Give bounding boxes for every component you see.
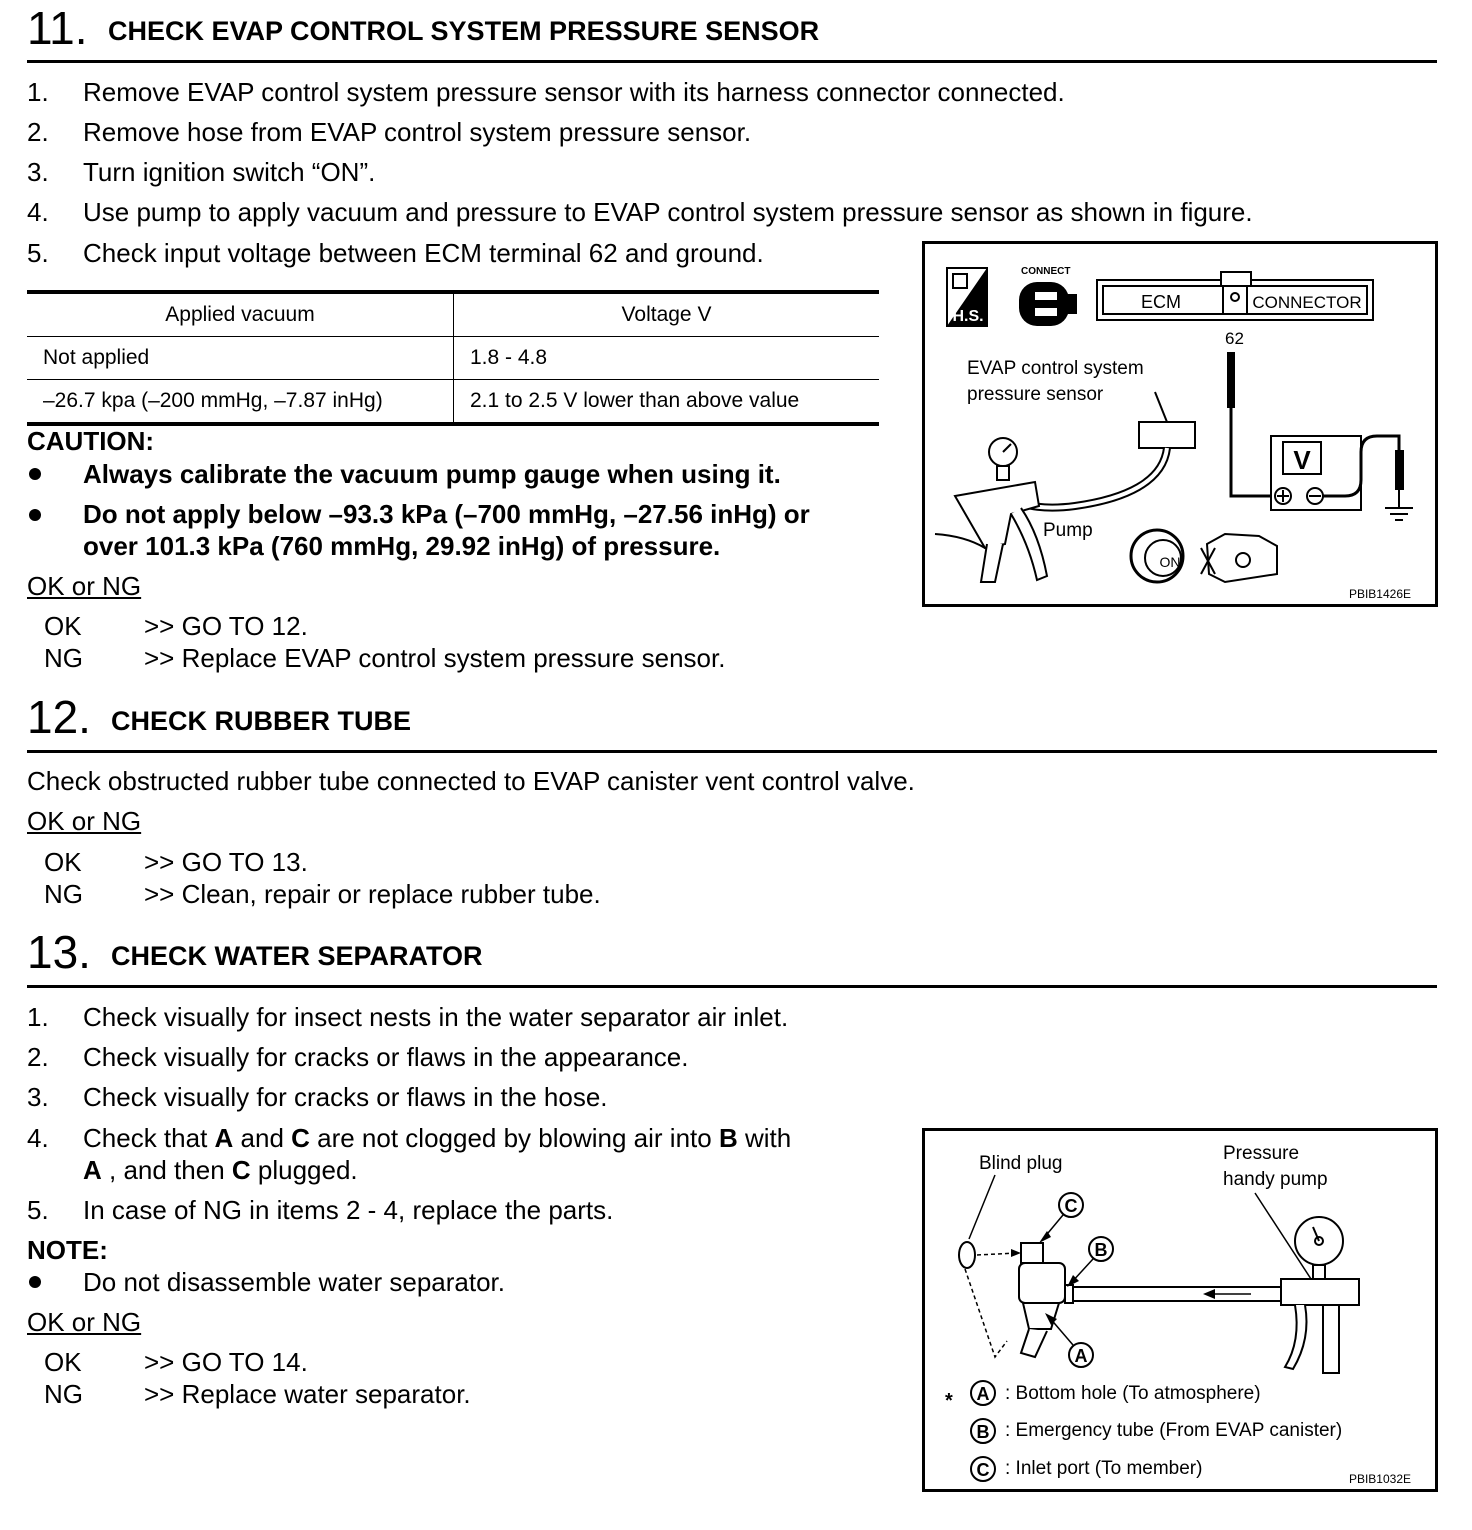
table-header: Applied vacuum — [27, 292, 454, 337]
blind-plug — [959, 1242, 975, 1268]
table-row — [27, 380, 879, 425]
step-12-title: CHECK RUBBER TUBE — [111, 706, 412, 736]
figure-code: PBIB1426E — [1348, 587, 1411, 601]
figure-evap-sensor-test — [922, 241, 1438, 607]
ng-result: NG >> Clean, repair or replace rubber tube. — [44, 879, 601, 909]
voltage-table — [27, 290, 879, 426]
legend-a — [971, 1381, 1261, 1405]
table-cell: 1.8 - 4.8 — [454, 337, 880, 380]
ground-symbol — [1385, 490, 1413, 520]
ecm-label: ECM — [1141, 292, 1181, 312]
callout-a — [1045, 1313, 1093, 1367]
note-label: NOTE: — [27, 1235, 108, 1265]
ok-result: OK >> GO TO 14. — [44, 1347, 308, 1377]
table-header: Voltage V — [454, 292, 880, 337]
connector-icon — [1019, 266, 1077, 326]
connect-label: CONNECT — [1021, 266, 1071, 277]
figure-code: PBIB1032E — [1348, 1472, 1411, 1486]
step-13-title: CHECK WATER SEPARATOR — [111, 941, 483, 971]
ng-result: NG >> Replace water separator. — [44, 1379, 471, 1409]
step-11-rule — [27, 60, 1437, 63]
connector-label: CONNECTOR — [1252, 293, 1362, 312]
note-text: Do not disassemble water separator. — [83, 1267, 505, 1297]
caution-label: CAUTION: — [27, 426, 155, 456]
step-11-title: CHECK EVAP CONTROL SYSTEM PRESSURE SENSOR — [108, 16, 820, 46]
pressure-sensor — [1139, 422, 1195, 448]
caution-1: Always calibrate the vacuum pump gauge when using it. — [83, 459, 781, 489]
pump-label-1: Pressure — [1223, 1143, 1300, 1164]
terminal-62-label: 62 — [1225, 329, 1244, 348]
ignition-on-label: ON — [1159, 554, 1181, 570]
caution-2: Do not apply below –93.3 kPa (–700 mmHg, –27.56 inHg) or — [83, 499, 810, 529]
ok-or-ng-label: OK or NG — [27, 806, 142, 836]
figure-water-separator — [922, 1128, 1438, 1492]
legend-c-text: : Inlet port (To member) — [1005, 1458, 1203, 1479]
callout-c — [1039, 1193, 1083, 1243]
probe — [1227, 352, 1235, 408]
vacuum-pump — [935, 438, 1047, 582]
legend-c — [971, 1457, 1202, 1481]
voltmeter-label: V — [1293, 445, 1311, 475]
s12-text: Check obstructed rubber tube connected to EVAP canister vent control valve. — [27, 766, 915, 796]
legend-b — [971, 1419, 1342, 1443]
label-a: A — [1074, 1346, 1088, 1366]
svg-text:B: B — [976, 1422, 990, 1442]
engine-icon — [1201, 534, 1277, 582]
svg-text:C: C — [976, 1460, 990, 1480]
bullet-dot — [29, 509, 41, 521]
table-cell: 2.1 to 2.5 V lower than above value — [454, 380, 880, 425]
step-12-rule — [27, 750, 1437, 753]
pump-label: Pump — [1043, 520, 1093, 541]
step-13-rule — [27, 985, 1437, 988]
pump-label-2: handy pump — [1223, 1169, 1328, 1190]
voltmeter — [1271, 436, 1361, 510]
ok-or-ng-label: OK or NG — [27, 571, 142, 601]
step-12-number: 12. — [27, 691, 91, 743]
sensor-label-2: pressure sensor — [967, 384, 1104, 405]
legend-b-text: : Emergency tube (From EVAP canister) — [1005, 1420, 1343, 1441]
ecm-connector-box — [1097, 272, 1373, 320]
ng-result: NG >> Replace EVAP control system pressure sensor. — [44, 643, 726, 673]
table-cell: Not applied — [27, 337, 454, 380]
label-b: B — [1094, 1240, 1108, 1260]
ok-or-ng-label: OK or NG — [27, 1307, 142, 1337]
ignition-key-icon — [1131, 530, 1183, 582]
caution-2-cont: over 101.3 kPa (760 mmHg, 29.92 inHg) of pressure. — [83, 531, 721, 561]
hs-label: H.S. — [952, 308, 984, 325]
table-row — [27, 337, 879, 380]
table-header-row — [27, 292, 879, 337]
legend-a-text: : Bottom hole (To atmosphere) — [1005, 1383, 1261, 1404]
blind-plug-label: Blind plug — [979, 1153, 1063, 1174]
step-11-number: 11. — [27, 2, 88, 54]
ok-result: OK >> GO TO 13. — [44, 847, 308, 877]
bullet-dot — [29, 1276, 41, 1288]
bullet-dot — [29, 468, 41, 480]
hs-icon — [947, 268, 987, 326]
sensor-label-1: EVAP control system — [967, 358, 1144, 379]
label-c: C — [1064, 1196, 1078, 1216]
svg-text:A: A — [976, 1384, 990, 1404]
legend-star: * — [945, 1390, 953, 1412]
step-13-number: 13. — [27, 926, 91, 978]
pressure-handy-pump — [1255, 1193, 1359, 1373]
table-cell: –26.7 kpa (–200 mmHg, –7.87 inHg) — [27, 380, 454, 425]
water-separator — [1019, 1243, 1065, 1357]
ok-result: OK >> GO TO 12. — [44, 611, 308, 641]
callout-b — [1067, 1237, 1113, 1287]
